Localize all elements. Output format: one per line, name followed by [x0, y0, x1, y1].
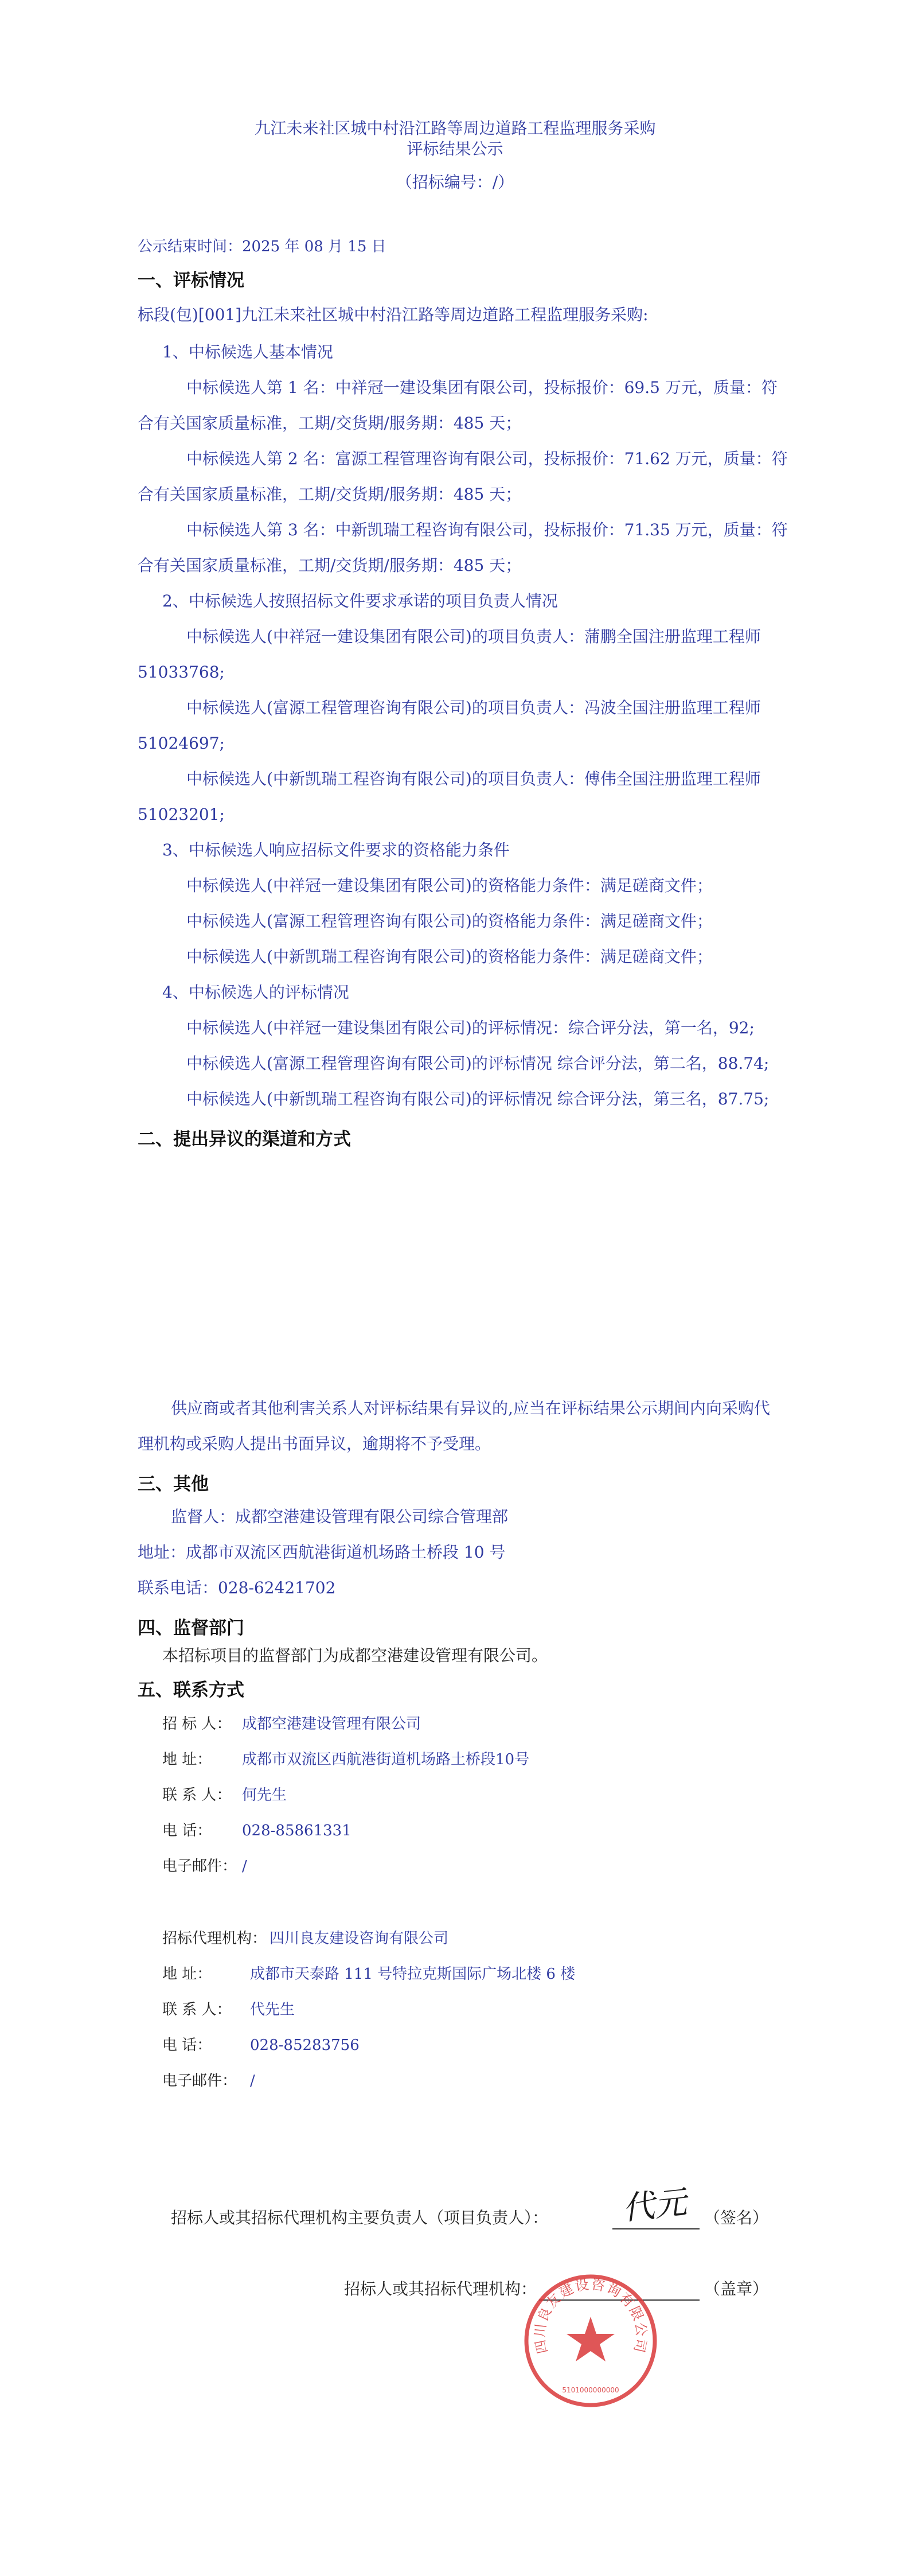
qualification-2: 中标候选人(富源工程管理咨询有限公司)的资格能力条件：满足磋商文件；: [186, 912, 713, 931]
section4-heading: 四、监督部门: [138, 1618, 244, 1639]
evaluation-3: 中标候选人(中新凯瑞工程咨询有限公司)的评标情况 综合评分法，第三名，87.75;: [186, 1089, 770, 1108]
manager-3-line2: 51023201;: [138, 805, 225, 824]
section3-heading: 三、其他: [138, 1474, 209, 1495]
sub4-title: 4、中标候选人的评标情况: [162, 983, 349, 1002]
tenderer-label: 招 标 人：: [162, 1715, 232, 1733]
tenderer-address-value: 成都市双流区西航港街道机场路土桥段10号: [242, 1751, 530, 1768]
agency-value: 四川良友建设咨询有限公司: [270, 1930, 449, 1947]
handwritten-signature: 代元: [620, 2184, 689, 2228]
seal-code: 5101000000000: [562, 2386, 619, 2394]
evaluation-2: 中标候选人(富源工程管理咨询有限公司)的评标情况 综合评分法，第二名，88.74;: [186, 1054, 770, 1073]
agency-label: 招标代理机构：: [162, 1930, 267, 1947]
manager-2-line2: 51024697;: [138, 734, 225, 753]
agency-phone-value: 028-85283756: [250, 2037, 360, 2054]
signature-note: （签名）: [704, 2208, 769, 2227]
signature-label: 招标人或其招标代理机构主要负责人（项目负责人）：: [171, 2208, 549, 2227]
package-line: 标段(包)[001]九江未来社区城中村沿江路等周边道路工程监理服务采购:: [138, 305, 649, 324]
candidate-1-line1: 中标候选人第 1 名：中祥冠一建设集团有限公司，投标报价：69.5 万元，质量：符: [186, 378, 778, 397]
qualification-3: 中标候选人(中新凯瑞工程咨询有限公司)的资格能力条件：满足磋商文件；: [186, 947, 713, 966]
agency-email-label: 电子邮件：: [162, 2072, 237, 2089]
section5-heading: 五、联系方式: [138, 1680, 244, 1701]
tenderer-contact-value: 何先生: [242, 1787, 287, 1804]
agency-contact-value: 代先生: [250, 2001, 295, 2018]
seal-star-icon: [567, 2317, 615, 2361]
stamp-note: （盖章）: [704, 2279, 769, 2298]
agency-email-value: /: [250, 2072, 255, 2089]
candidate-2-line2: 合有关国家质量标准，工期/交货期/服务期：485 天；: [138, 485, 522, 504]
tenderer-phone-value: 028-85861331: [242, 1822, 351, 1839]
sub2-title: 2、中标候选人按照招标文件要求承诺的项目负责人情况: [162, 592, 558, 610]
agency-address-label: 地 址：: [162, 1966, 212, 1983]
sub1-title: 1、中标候选人基本情况: [162, 343, 333, 361]
agency-contact-label: 联 系 人：: [162, 2001, 232, 2018]
manager-1-line2: 51033768;: [138, 663, 225, 682]
tenderer-email-value: /: [242, 1858, 247, 1875]
supervisor-phone: 联系电话：028-62421702: [138, 1578, 336, 1597]
tenderer-address-label: 地 址：: [162, 1751, 212, 1768]
supervision-dept-text: 本招标项目的监督部门为成都空港建设管理有限公司。: [162, 1646, 548, 1665]
candidate-1-line2: 合有关国家质量标准，工期/交货期/服务期：485 天；: [138, 414, 522, 433]
tenderer-phone-label: 电 话：: [162, 1822, 212, 1839]
evaluation-1: 中标候选人(中祥冠一建设集团有限公司)的评标情况：综合评分法，第一名，92;: [186, 1018, 755, 1037]
manager-1-line1: 中标候选人(中祥冠一建设集团有限公司)的项目负责人：蒲鹏全国注册监理工程师: [186, 627, 761, 646]
tenderer-contact-label: 联 系 人：: [162, 1787, 232, 1804]
candidate-3-line2: 合有关国家质量标准，工期/交货期/服务期：485 天；: [138, 556, 522, 575]
candidate-2-line1: 中标候选人第 2 名：富源工程管理咨询有限公司，投标报价：71.62 万元，质量：符: [186, 449, 788, 468]
seal-text: 四川良友建设咨询有限公司: [532, 2276, 650, 2356]
supervisor-line: 监督人：成都空港建设管理有限公司综合管理部: [171, 1507, 509, 1526]
tenderer-value: 成都空港建设管理有限公司: [242, 1715, 421, 1733]
tenderer-email-label: 电子邮件：: [162, 1858, 237, 1875]
sub3-title: 3、中标候选人响应招标文件要求的资格能力条件: [162, 840, 510, 859]
bid-number: （招标编号：/）: [396, 173, 514, 192]
section1-heading: 一、评标情况: [138, 270, 244, 291]
agency-phone-label: 电 话：: [162, 2037, 212, 2054]
manager-2-line1: 中标候选人(富源工程管理咨询有限公司)的项目负责人：冯波全国注册监理工程师: [186, 698, 761, 717]
agency-address-value: 成都市天泰路 111 号特拉克斯国际广场北楼 6 楼: [250, 1966, 576, 1983]
qualification-1: 中标候选人(中祥冠一建设集团有限公司)的资格能力条件：满足磋商文件；: [186, 876, 713, 895]
doc-title-line2: 评标结果公示: [407, 139, 503, 158]
stamp-label: 招标人或其招标代理机构：: [344, 2279, 537, 2298]
objection-line1: 供应商或者其他利害关系人对评标结果有异议的,应当在评标结果公示期间内向采购代: [171, 1399, 770, 1418]
doc-title-line1: 九江未来社区城中村沿江路等周边道路工程监理服务采购: [254, 119, 656, 138]
candidate-3-line1: 中标候选人第 3 名：中新凯瑞工程咨询有限公司，投标报价：71.35 万元，质量：符: [186, 520, 788, 539]
objection-line2: 理机构或采购人提出书面异议，逾期将不予受理。: [138, 1434, 491, 1453]
section2-heading: 二、提出异议的渠道和方式: [138, 1129, 351, 1150]
supervisor-address: 地址：成都市双流区西航港街道机场路土桥段 10 号: [138, 1543, 506, 1562]
manager-3-line1: 中标候选人(中新凯瑞工程咨询有限公司)的项目负责人：傅伟全国注册监理工程师: [186, 769, 761, 788]
notice-end-time: 公示结束时间：2025 年 08 月 15 日: [138, 238, 386, 255]
company-seal: [522, 2272, 659, 2410]
